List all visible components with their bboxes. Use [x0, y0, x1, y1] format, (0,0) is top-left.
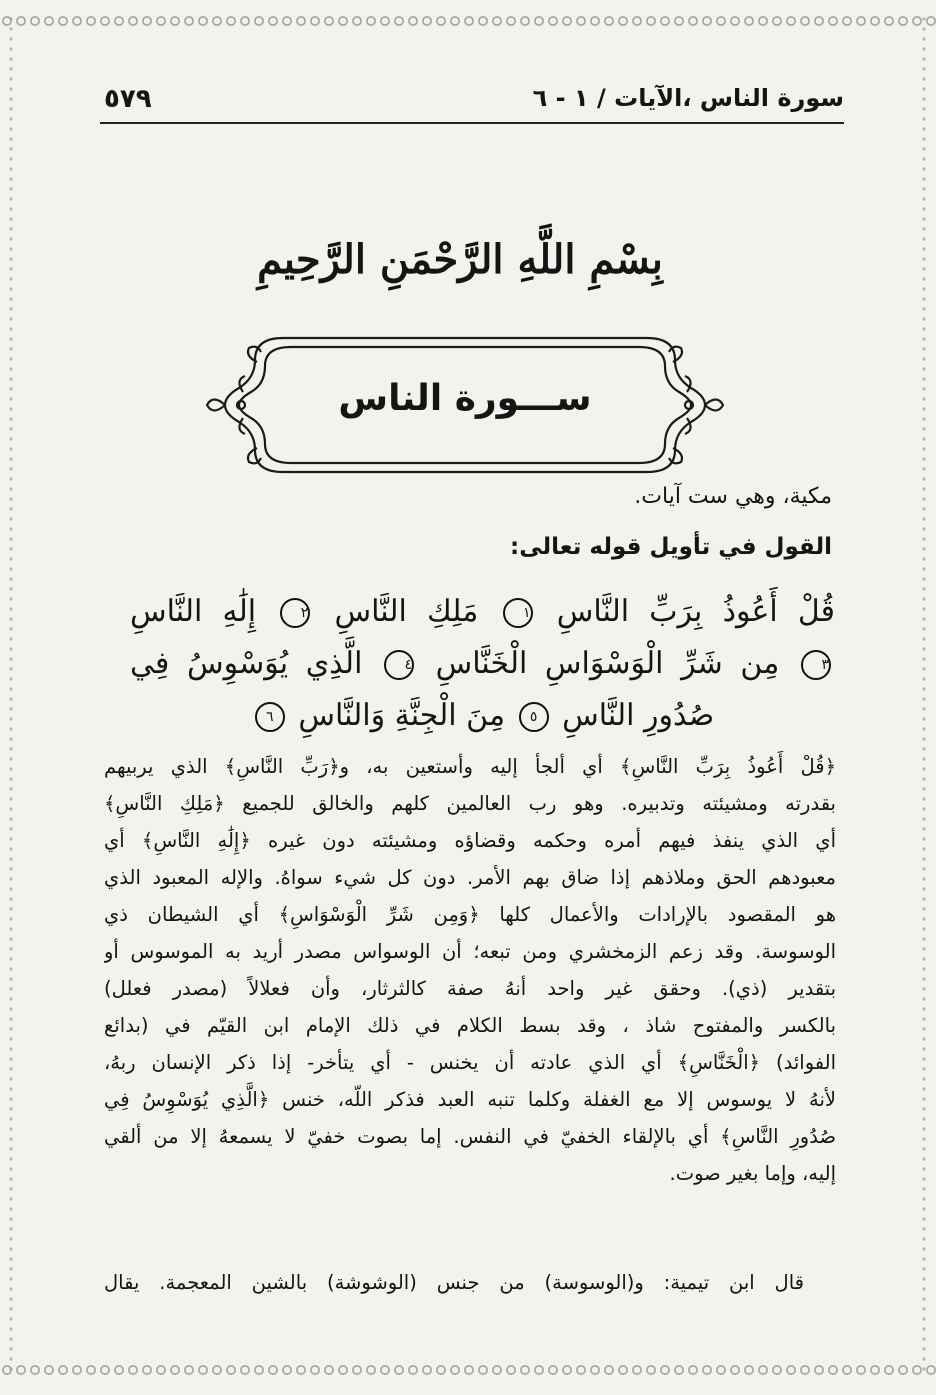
top-ornamental-border — [0, 14, 936, 28]
verse-line-3 — [130, 690, 835, 742]
left-ornamental-border — [6, 14, 16, 1377]
commentary-line: هو المقصود بالإرادات والأعمال كلها ﴿وَمِن شَرِّ الْوَسْوَاسِ﴾ أي الشيطان ذي — [104, 903, 836, 926]
verse-line-2 — [130, 638, 835, 690]
ayah-marker: ٤ — [384, 650, 414, 680]
verse-text: صُدُورِ النَّاسِ — [562, 698, 715, 733]
section-heading: القول في تأويل قوله تعالى: — [510, 534, 832, 560]
ayah-marker: ٦ — [255, 702, 285, 732]
commentary-line: بقدرته ومشيئته وتدبيره. وهو رب العالمين كلهم والخالق للجميع ﴿مَلِكِ النَّاسِ﴾ — [104, 792, 836, 815]
ayah-marker: ١ — [503, 598, 533, 628]
commentary-line: لأنهُ لا يوسوس إلا مع الغفلة وكلما تنبه العبد فذكر اللّه، خنس ﴿الَّذِي يُوَسْوِسُ فِي — [104, 1088, 836, 1111]
surah-title-frame — [205, 330, 725, 480]
commentary-line: إليه، وإما بغير صوت. — [669, 1162, 836, 1185]
commentary-line: الفوائد) ﴿الْخَنَّاسِ﴾ أي الذي عادته أن يخنس - أي يتأخر- إذا ذكر الإنسان ربهُ، — [104, 1051, 836, 1074]
bottom-ornamental-border — [0, 1363, 936, 1377]
verse-text: مِنَ الْجِنَّةِ وَالنَّاسِ — [298, 698, 506, 733]
ayah-marker: ٥ — [519, 702, 549, 732]
commentary-line: معبودهم الحق وملاذهم إذا ضاق بهم الأمر. دون كل شيء سواهُ. والإله المعبود الذي — [104, 866, 836, 889]
commentary-body — [104, 748, 836, 1192]
verse-line-1 — [130, 586, 835, 638]
commentary-line: بالكسر والمفتوح شاذ ، وقد بسط الكلام في ذلك الإمام ابن القيّم في (بدائع — [104, 1014, 836, 1037]
verse-text: إِلَٰهِ النَّاسِ — [130, 594, 257, 629]
commentary-line: ﴿قُلْ أَعُوذُ بِرَبِّ النَّاسِ﴾ أي ألجأ إليه وأستعين به، و﴿رَبِّ النَّاسِ﴾ الذي يربيهم — [104, 755, 836, 778]
header-rule — [100, 122, 844, 124]
verse-text: مَلِكِ النَّاسِ — [334, 594, 479, 629]
ayah-marker: ٢ — [280, 598, 310, 628]
right-ornamental-border — [919, 14, 929, 1377]
surah-title: ســـورة الناس — [338, 378, 592, 419]
basmala: بِسْمِ اللَّهِ الرَّحْمَنِ الرَّحِيمِ — [257, 236, 663, 283]
verse-text: قُلْ أَعُوذُ بِرَبِّ النَّاسِ — [556, 594, 835, 629]
running-title: سورة الناس ،الآيات / ١ - ٦ — [532, 84, 844, 112]
quran-verses — [130, 586, 835, 742]
verse-text: مِن شَرِّ الْوَسْوَاسِ الْخَنَّاسِ — [435, 646, 780, 681]
verse-text: الَّذِي يُوَسْوِسُ فِي — [130, 646, 363, 681]
surah-intro: مكية، وهي ست آيات. — [634, 484, 832, 509]
commentary-line: بتقدير (ذي). وحقق غير واحد أنهُ صفة كالثرثار، وأن فعلالاً (مصدر فعلل) — [104, 977, 836, 1000]
page-header — [100, 84, 844, 120]
commentary-line: أي الذي ينفذ فيهم أمره وحكمه وقضاؤه ومشيئته دون غيره ﴿إِلَٰهِ النَّاسِ﴾ أي — [104, 829, 836, 852]
page-number: ٥٧٩ — [104, 84, 152, 114]
commentary-line: الوسوسة. وقد زعم الزمخشري ومن تبعه؛ أن الوسواس مصدر أريد به الموسوس أو — [104, 940, 836, 963]
footnote-text: قال ابن تيمية: و(الوسوسة) من جنس (الوشوشة) بالشين المعجمة. يقال — [104, 1271, 804, 1294]
commentary-line: صُدُورِ النَّاسِ﴾ أي بالإلقاء الخفيّ في النفس. إما بصوت خفيّ لا يسمعهُ إلا من ألقي — [104, 1125, 836, 1148]
ayah-marker: ٣ — [801, 650, 831, 680]
